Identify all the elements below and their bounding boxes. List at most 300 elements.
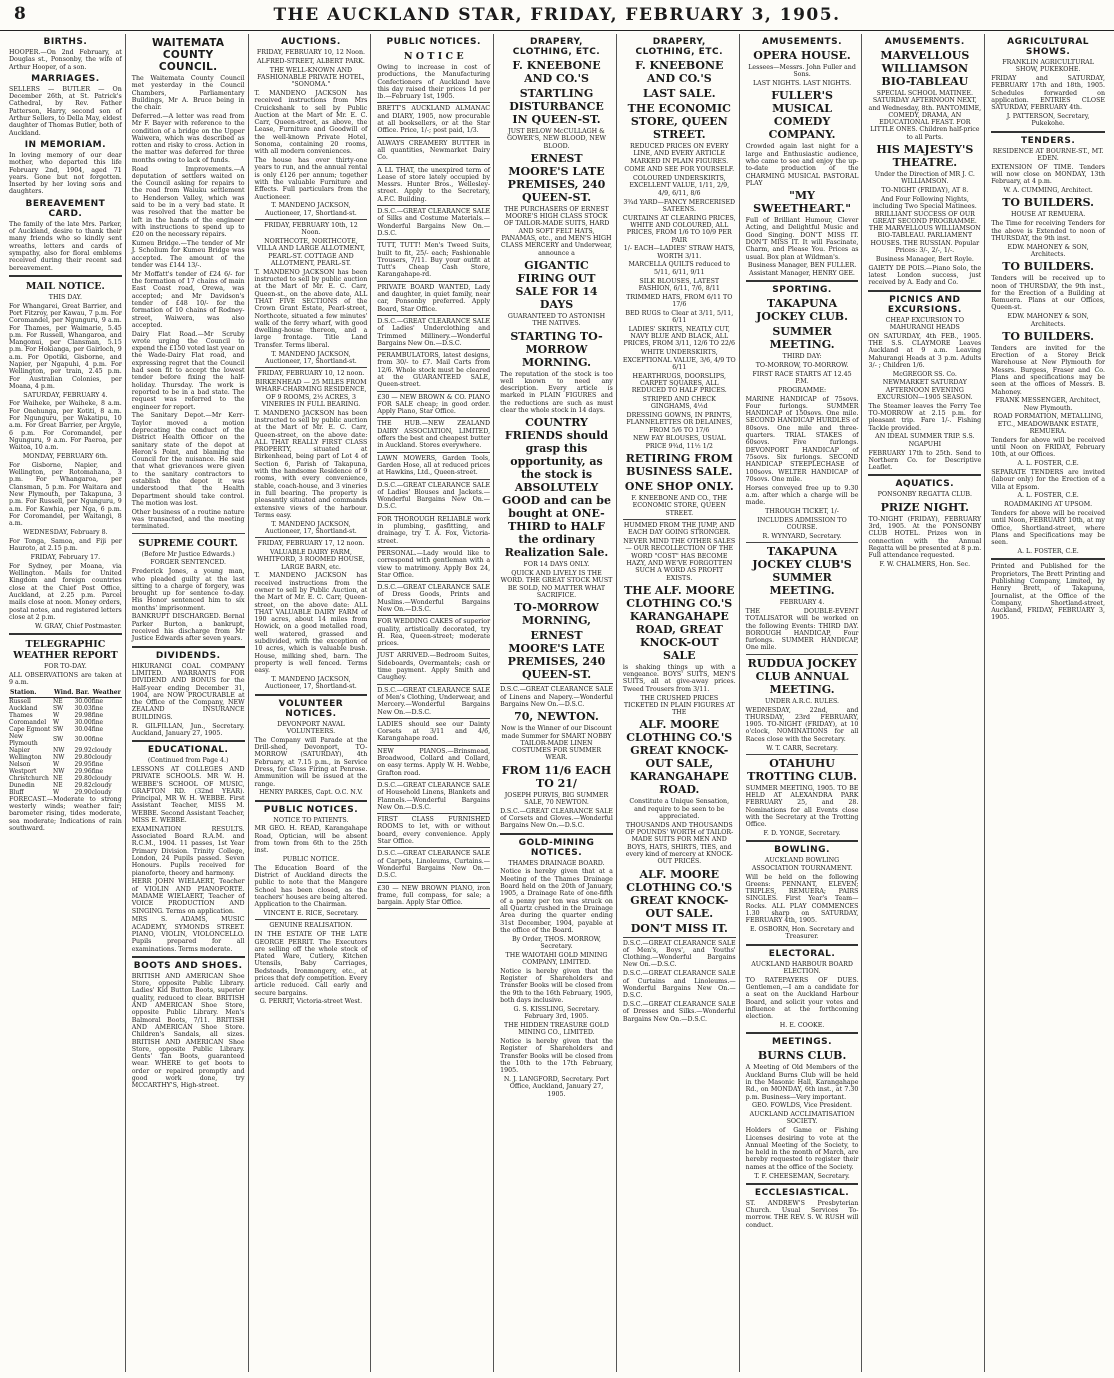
column-9 [988,34,1108,1372]
mail-subheading: WEDNESDAY, February 8. [23,529,108,537]
masthead [0,0,1114,31]
advert-text: MARINE HANDICAP of 75sovs. Four furlongs. SUMMER HANDICAP of 150sovs. One mile. SECOND HANDICAP HURDLES of 80sovs. One mile and three-quarters. TRIAL STAKES of 60sovs. Five furlongs. DEVONPORT HANDICAP of 75sovs. Six furlongs. SECOND HANDICAP STEEPLECHASE of 100sovs. WELTER HANDICAP of 70sovs. One mile. [745,395,859,483]
page-number: 8 [14,4,26,24]
advert-text: UNDER A.R.C. RULES. [765,697,840,705]
aquatics-heading: AQUATICS. [895,479,955,490]
classified-item: LADIES should see our Dainty Corsets at 3/11 and 4/6, Karangahape road. [377,720,491,743]
divider [868,474,981,476]
mail-subheading: SATURDAY, FEBRUARY 4. [23,391,108,399]
notice-signature: E. OSBORN, Hon. Secretary and Treasurer. [749,926,855,941]
advert-text: The reputation of the stock is too well known to need any description. Every article is marked in PLAIN FIGURES and the reductions are such as must clear the whole stock in 14 days. [500,370,613,415]
advert-text: Business Manager, Bert Royle. [875,255,974,263]
notice-signature: EDW. MAHONEY & SON, Architects. [1007,313,1089,328]
notice-title: ROADMAKING AT UPSOM. [1004,501,1093,509]
table-cell: Bluff [9,788,24,796]
table-cell: SW [52,736,64,744]
divider [746,944,859,946]
notice-text: Notice is hereby given that the Register of Shareholders and Transfer Books will be closed from the 9th to the 16th February, 1905, both days inclusive. [500,967,613,1005]
auction-title: THE WELL-KNOWN AND FASHIONABLE PRIVATE HOTEL, "SONOMA." [257,66,365,89]
divider [746,1183,859,1185]
advert-headline: TO BUILDERS. [1002,260,1095,274]
table-cell: Russell [9,697,31,705]
notice-text: The Steamer leaves the Ferry Tee TO-MORROW at 2.15 p.m. for pleasant trip. Fare 1/-. Fishing Tackle provided. [868,402,982,432]
court-text: BANKRUPT DISCHARGED. Bernal Parker Burton, a bankrupt, received his discharge from Mr Justice Edwards after seven years. [131,613,245,643]
advert-text: THOUSANDS AND THOUSANDS OF POUNDS' WORTH of TAILOR-MADE SUITS FOR MEN AND BOYS, HATS, SHIRTS, TIES, and every kind of mercery at KNOCK-OUT PRICES. [625,821,734,866]
notice-signature: By Order, THOS. MORROW, Secretary. [511,935,601,950]
table-cell: Dunedin [9,781,35,789]
classified-item: THE HUB.—NEW ZEALAND DAIRY ASSOCIATION, LIMITED, offers the best and cheapest butter in Auckland. Stores everywhere. [377,420,491,450]
divider [377,479,490,480]
dividends-heading: DIVIDENDS. [155,650,221,661]
table-cell: SW [52,725,64,733]
divider [377,391,490,392]
classified-item: TUTT, TUTT! Men's Tweed Suits, built to fit, 25/- each; Fashionable Trousers, 7/11. Buy your outfit at Tutt's Cheap Cash Store, Karangahape-rd. [377,242,491,279]
bereavement-heading: BEREAVEMENT CARD. [25,198,106,219]
column-8 [865,34,985,1372]
advert-text: FOR 14 DAYS ONLY. [523,561,590,569]
weather-table-body [9,697,122,796]
table-cell: cloudy [91,781,112,789]
table-cell: 30.00 [74,718,92,726]
advert-text: REDUCED PRICES ON EVERY LINE, AND EVERY ARTICLE MARKED IN PLAIN FIGURES. [630,143,729,165]
volunteer-signature: HENRY PARKES, Capt. O.C. N.V. [259,789,363,797]
table-cell: 29.80 [74,753,92,761]
advert-headline: ALF. MOORE CLOTHING CO.'S GREAT KNOCK-OUT SALE, KARANGAHAPE ROAD. [626,718,733,797]
divider [377,615,490,616]
classified-item: D.S.C.—GREAT CLEARANCE SALE of Men's, Boys', and Youths' Clothing.—Wonderful Bargains New On.—D.S.C. [622,939,736,969]
advert-headline: F. KNEEBONE AND CO.'S [512,59,601,85]
table-cell: 29.95 [74,760,92,768]
classified-item: FOR WEDDING CAKES of superior quality, artistically decorated, try H. Rea, Queen-street; moderate prices. [377,618,491,648]
divider [132,740,245,742]
classified-item: FOR THOROUGH RELIABLE work in plumbing, gasfitting, and drainage, try T. A. Fox, Victoria-street. [377,515,491,545]
table-cell: 29.98 [74,711,92,719]
mail-text: For Tonga, Samoa, and Fiji per Hauroto, at 2.15 p.m. [9,537,122,553]
divider [9,633,122,635]
divider [377,349,490,350]
council-text: Other business of a routine nature was transacted, and the meeting terminated. [131,508,245,531]
advert-headline: THE ALF. MOORE CLOTHING CO.'S KARANGAHAPE ROAD, GREAT KNOCK-OUT SALE [624,583,735,662]
table-cell: NW [52,753,65,761]
divider [500,683,613,684]
divider [377,745,490,746]
advert-text: QUICK AND LIVELY IS THE WORD. THE GREAT STOCK MUST BE SOLD, NO MATTER WHAT SACRIFICE. [500,570,613,600]
educational-text: EXAMINATION RESULTS. Associated Board R.A.M. and R.C.M., 1904. 11 passes, 1st Year Primary Division. Trinity College, London, 24 Pupils passed. Seven Honours. Pupils received for pianoforte, theory and harmony. [131,825,245,877]
advert-headline: RETIRING FROM BUSINESS SALE. [625,452,733,479]
notice-title: AUCKLAND BOWLING ASSOCIATION TOURNAMENT. [751,857,853,872]
advert-headline: SUMMER MEETING. [769,325,835,352]
advert-text: STRIPED AND CHECK GINGHAMS, 4½d [642,396,716,411]
auction-date: FRIDAY, FEBRUARY 17, 12 noon. [257,540,365,548]
notice-text: IN THE ESTATE OF THE LATE GEORGE PERRIT. The Executors are selling off the whole stock of Plated Ware, Cutlery, Kitchen Utensils, Baby Carriages, Bedsteads, Ironmongery, etc., at prices that defy competition. Every article reduced. Call early and secure bargains. [254,931,368,997]
table-cell: NW [52,746,65,754]
divider [377,847,490,848]
notice-signature: G. PERRIT, Victoria-street West. [259,998,363,1006]
divider [377,882,490,883]
divider [623,519,736,520]
council-text: Deferred.—A letter was read from Mr F. Bayer with reference to the condition of a bridge on the Upper Waiwera, which was described as rotten and risky to cross. Action in the matter was deferred for three months owing to lack of funds. [131,112,245,164]
table-cell: fine [91,767,104,775]
court-subheading: FORGER SENTENCED. [150,559,226,567]
column-5 [497,34,617,1372]
table-cell: fine [91,760,104,768]
tenders-heading: TENDERS. [1020,135,1076,146]
mail-subheading: MONDAY, FEBRUARY 6th. [22,453,108,461]
advert-text: LAST NIGHTS. LAST NIGHTS. [752,80,852,88]
memoriam-text: In loving memory of our dear mother, who departed this life February 2nd, 1904, aged 71 years. Gone but not forgotten. Inserted by her loving sons and daughters. [9,151,122,196]
advert-headline: FROM 11/6 EACH TO 21/ [501,763,612,790]
divider [500,833,613,835]
divider [746,1032,859,1034]
table-row [9,712,122,719]
advert-text: FIRST RACE STARTS AT 12.45 P.M. [752,370,852,385]
classified-item: £30 — NEW BROWN PIANO, iron frame, full compass, for sale; a bargain. Apply Star Office. [377,884,491,907]
advert-text: NEVER MIND THE OTHER SALES — OUR RECOLLECTION OF THE WORD "COST" HAS BECOME HAZY, AND WE'VE FORGOTTEN SUCH A WORD AS PROFIT EXISTS. [623,538,736,582]
boots-text: BRITISH AND AMERICAN Shoe Store, opposite Public Library. Ladies' Kid Button Boots, superior quality, reduced to clear. BRITISH AND AMERICAN Shoe Store, opposite Public Library. Men's Balmoral Boots, 7/11. BRITISH AND AMERICAN Shoe Store. Children's Sandals, all sizes. BRITISH AND AMERICAN Shoe Store, opposite Public Library. Gents' Tan Boots, guaranteed wear. WHERE to get boots to order or repaired promptly and good work done, try MCCARTHY'S, High-street. [131,972,245,1090]
advert-text: Crowded again last night for a large and Enthusiastic audience, who came to see and enjoy the up-to-date production of the CHARMING MUSICAL PASTORAL PLAY [745,143,859,187]
notice-title: PUBLIC NOTICE. [282,856,340,864]
table-cell: cloudy [91,746,112,754]
table-cell: 29.96 [74,767,92,775]
agricultural-heading: AGRICULTURAL SHOWS. [1007,37,1090,57]
table-row [9,775,122,782]
notice-text: ST. ANDREW'S Presbyterian Church. Usual Services To-morrow. THE REV. S. W. RUSH will conduct. [745,1199,859,1229]
weather-table-header [9,688,122,698]
council-text: Kumeu Bridge.—The tender of Mr J. Scholium for Kumeu Bridge was accepted. The amount of the tender was £144 13/-. [131,240,245,269]
advert-text: WHITE UNDERSKIRTS, EXCEPTIONAL VALUE, 3/6, 4/9 TO 6/11 [622,349,736,371]
notice-signature: G. S. KISSLING, Secretary. February 3rd, 1905. [513,1005,600,1021]
boots-heading: BOOTS AND SHOES. [133,960,243,971]
table-cell: SW [52,704,64,712]
advert-headline: COUNTRY FRIENDS should grasp this opportunity, as the stock is ABSOLUTELY GOOD and can be bought at ONE-THIRD to HALF the ordinary Realization Sale. [502,416,611,560]
divider [746,754,859,755]
classified-item: NEW PIANOS.—Brinsmead, Broadwood, Collard and Collard, on easy terms. Apply W. H. Webbe, Grafton road. [377,747,491,777]
memoriam-heading: IN MEMORIAM. [24,139,107,150]
notice-signature: N. J. LANGFORD, Secretary. Port Office, Auckland, January 27, 1905. [503,1076,610,1098]
table-cell: 30.04 [74,725,92,733]
table-row [9,789,122,796]
table-cell: fine [91,725,104,733]
weather-heading: TELEGRAPHIC WEATHER REPORT [13,638,118,661]
table-row [9,726,122,733]
weather-note: ALL OBSERVATIONS are taken at 9 a.m. [9,671,122,686]
table-cell: 30.00 [74,736,92,744]
notice-signature: McGREGOR SS. Co. [892,370,957,378]
auction-place: ALFRED-STREET, ALBERT PARK. [256,57,365,65]
court-subheading: (Before Mr Justice Edwards.) [141,550,235,558]
advert-headline: TO BUILDERS. [1002,196,1095,210]
advert-text: THE PURCHASERS OF ERNEST MOORE'S HIGH CLASS STOCK OF TAILOR-MADE SUITS, HARD AND SOFT FELT HATS, PANAMAS, etc., and MEN'S HIGH CLASS MERCERY and Underwear, announce a [500,205,613,257]
notice-text: ON SATURDAY, 4th FEB., 1905. THE S.S. CLAYMORE Leaves Auckland at 9 a.m. Leaving Mahurangi Heads at 3 p.m. Adults 3/- ; Children 1/6. [868,332,982,369]
table-cell: Wellington [9,753,42,761]
notice-text: FRIDAY and SATURDAY, FEBRUARY 17th and 18th, 1905. Schedules forwarded on application. ENTRIES CLOSE SATURDAY, FEBRUARY 4th. [991,75,1105,112]
notice-signature: FRANK MESSENGER, Architect, New Plymouth. [995,397,1101,412]
divider [623,937,736,938]
mail-text: For Whangarei, Great Barrier, and Port Fitzroy, per Kawau, 7 p.m. For Coromandel, per Ngunguru, 9 a.m. For Thames, per Waimarie, 5.45 p.m. For Russell, Whangaroa, and Mangonui, per Clansman, 5.15 p.m. For Hokianga, per Gairloch, 9 a.m. For Opotiki, Gisborne, and Napier, per Ngapuhi, 4 p.m. For Wellington, per train, 2.45 p.m. For Australian Colonies, per Moana, 4 p.m. [9,302,122,390]
notice-text: Holders of Game or Fishing Licenses desiring to vote at the Annual Meeting of the Society, to be held in the month of March, are hereby requested to register their names at the office of the Society. [745,1127,859,1171]
notice-title: GENUINE REALISATION. [269,922,353,930]
advert-text: R. WYNYARD, Secretary. [762,532,842,540]
advert-text: GUARANTEED TO ASTONISH THE NATIVES. [507,312,606,328]
divider [132,646,245,648]
advert-headline: F. KNEEBONE AND CO.'S [635,59,724,85]
advert-text: SUMMER MEETING, 1905. TO BE HELD AT ALEXANDRA PARK FEBRUARY 25, and 28. Nominations for all Events close with the Secretary at the Trotting Office. [745,784,859,829]
notice-text: FEBRUARY 17th to 25th. Send to Northern Co. for Descriptive Leaflet. [868,449,982,472]
notice-title: N O T I C E [403,51,464,62]
notice-text: Will be held on the following Greens: PENNANT, ELEVEN; TRIPLES, REMUERA; PAIRS SINGLES. First Year's Team—Rocks. ALL PLAY COMMENCES 1.30 sharp on SATURDAY, FEBRUARY 4th, 1905. [745,873,859,925]
marriages-text: SELLERS — BUTLER — On December 26th, at St. Patrick's Cathedral, by Rev. Father Patterson, Harry, second son of Arthur Sellers, to Della May, eldest daughter of Thomas Butler, both of Auckland. [9,85,122,137]
classified-item: D.S.C.—GREAT CLEARANCE SALE of Dress Goods, Prints and Muslins.—Wonderful Bargains New On.—D.S.C. [377,584,491,613]
advert-text: CURTAINS AT CLEARING PRICES, WHITE AND COLOURED, ALL PRICES, FROM 1/6 TO 10/9 PER PAIR [622,214,736,244]
auction-text: The house has over thirty-one years to run, and the annual rental is only £126 per annum; together with the valuable Furniture and Effects. Full particulars from the Auctioneer. [254,157,368,201]
mail-subheading: FRIDAY, February 17. [30,553,101,561]
table-row [9,782,122,789]
table-cell: Auckland [9,704,38,712]
notice-text: Notice is hereby given that at a Meeting of the Thames Drainage Board held on the 20th of January, 1905, a Drainage Rate of one-fifth of a penny per ton was struck on all Quartz crushed in the Drainage Area during the quarter ending 31st December, 1904, payable at the office of the Board. [500,868,613,934]
educational-subheading: (Continued from Page 4.) [147,757,229,765]
advert-text: JOSEPH PURVIS, BIG SUMMER SALE, 70 NEWTON. [504,791,609,806]
table-row [9,697,122,705]
table-row [9,747,122,754]
table-cell: Nelson [9,760,31,768]
column-1 [6,34,126,1372]
table-cell: Christchurch [9,774,49,782]
newspaper-title: THE AUCKLAND STAR, FRIDAY, FEBRUARY 3, 1905. [273,5,841,25]
advert-headline: "MY SWEETHEART." [753,189,851,216]
table-cell: Coromandel [9,718,47,726]
advert-headline: TAKAPUNA JOCKEY CLUB. [756,297,848,324]
weather-subheading: FOR TO-DAY. [44,662,87,670]
mail-text: For Gisborne, Napier, and Wellington, per Rotomahana, 3 p.m. For Whangaroa, per Clansman, 5 p.m. For Waitara and New Plymouth, per Takapuna, 3 p.m. For Russell, per Ngunguru, 9 a.m. For Kawhia, per Nga, 6 p.m. For Coromandel, per Waitangi, 8 a.m. [9,461,122,528]
notice-text: Tenders for above will be received until Noon on FRIDAY, February 10th, at our Offices. [991,436,1105,459]
table-cell: fine [91,736,104,744]
table-cell: Cape Egmont [9,725,51,733]
advert-headline: ERNEST MOORE'S LATE PREMISES, 240 QUEEN-ST. [507,629,606,682]
auction-signature: T. MANDENO JACKSON, Auctioneer, 17, Shortland-st. [265,676,357,691]
classified-item: D.S.C.—GREAT CLEARANCE SALE of Linens and Napery.—Wonderful Bargains New On.—D.S.C. [500,686,613,708]
notice-title: AUCKLAND ACCLIMATISATION SOCIETY. [749,1111,855,1126]
table-cell: cloudy [91,788,112,796]
weather-column-header: Weather [92,688,121,696]
divider [746,280,859,282]
divider [377,205,490,206]
notice-text: Notice is hereby given that the Register of Shareholders and Transfer Books will be closed from the 10th to the 17th February, 1905. [500,1038,613,1075]
notice-title: THAMES DRAINAGE BOARD. [508,859,605,867]
table-cell: W [52,788,60,796]
notice-title: NOTICE TO PATIENTS. [273,816,349,824]
divider [377,684,490,685]
notice-title: THE HIDDEN TREASURE GOLD MINING CO., LIMITED. [504,1021,609,1037]
advert-text: Horses conveyed free up to 9.30 a.m. after which a charge will be made. [745,484,859,507]
auction-signature: T. MANDENO JACKSON, Auctioneer, 17, Shortland-st. [265,202,357,217]
classified-item: FIRST CLASS FURNISHED ROOMS to let, with or without board, every convenience. Apply Star Office. [377,816,491,846]
advert-headline: BURNS CLUB. [757,1049,847,1063]
table-row [9,768,122,775]
notice-title: AUCKLAND HARBOUR BOARD ELECTION. [751,960,853,975]
notice-text: A Meeting of Old Members of the Auckland Burns Club will be held in the Masonic Hall, Karangahape Rd., on MONDAY, 6th inst., at 7.30 p.m. Business—Very important. [745,1064,859,1101]
divider [377,718,490,719]
advert-headline: TAKAPUNA JOCKEY CLUB'S SUMMER MEETING. [752,545,852,598]
advert-text: INCLUDES ADMISSION TO COURSE. [757,516,847,532]
divider [746,654,859,655]
advert-text: And Four Following Nights, including Two Special Matinees. BRILLIANT SUCCESS OF OUR GREAT SECOND PROGRAMME. THE MARVELLOUS WILLIAMSON BIO-TABLEAU. PARLIAMENT HOUSES. THE RUSSIAN. Popular Prices: 3/-, 2/-, 1/-. [868,195,981,255]
auctions-heading: AUCTIONS. [281,37,341,47]
advert-headline: LAST SALE. [642,87,716,100]
advert-headline: STARTLING DISTURBANCE IN QUEEN-ST. [509,87,604,126]
weather-column-header: Wind. [53,688,74,696]
notice-signature: W. A. CUMMING, Architect. [1003,187,1093,195]
divider [377,315,490,316]
notice-title: FRANKLIN AGRICULTURAL SHOW, PUKEKOHE. [1002,59,1094,74]
advert-text: DRESSING GOWNS, IN PRINTS, FLANNELETTES OR DELAINES, FROM 5/6 TO 17/6 [626,412,733,434]
table-cell: 29.90 [74,788,92,796]
advert-text: F. D. YONGE, Secretary. [763,830,841,838]
divider [377,102,490,103]
drapery-heading: DRAPERY, CLOTHING, ETC. [635,37,723,57]
divider [377,164,490,165]
notice-title: PONSONBY REGATTA CLUB. [877,491,973,499]
notice-title: CHEAP EXCURSION TO MAHURANGI HEADS [885,316,965,331]
notice-signature: EDW. MAHONEY & SON, Architects. [1007,243,1089,258]
table-cell: cloudy [91,753,112,761]
column-7 [743,34,863,1372]
table-cell: 29.92 [74,746,92,754]
table-cell: 30.03 [74,704,92,712]
classified-item: D.S.C.—GREAT CLEARANCE SALE of Carpets, Linoleums, Curtains.—Wonderful Bargains New On.—D.S.C. [377,850,491,880]
advert-text: TO-NIGHT (FRIDAY), AT 8. [881,187,969,195]
advert-headline: MARVELLOUS WILLIAMSON BIO-TABLEAU [880,49,970,88]
classified-item: D.S.C.—GREAT CLEARANCE SALE of Men's Clothing, Underwear, and Mercery.—Wonderful Bargains New On.—D.S.C. [377,686,491,716]
dividends-signature: R. GILFILLAN, Jun., Secretary. Auckland, January 27, 1905. [131,722,245,737]
mail-text: For Waiheke, per Waiheke, 8 a.m. For Onehunga, per Kotiti, 8 a.m. For Ngunguru, per Wakatipu, 10 a.m. For Great Barrier, per Argyle, 6 p.m. For Coromandel, per Ngunguru, 9 a.m. For Paeroa, per Waitoa, 10 a.m. [9,400,122,452]
advert-text: COLOURED UNDERSKIRTS, EXCELLENT VALUE, 1/11, 2/9, 4/9, 6/11, 8/6 [629,175,730,197]
divider [377,813,490,814]
advert-headline: ALF. MOORE CLOTHING CO.'S GREAT KNOCK-OUT SALE. [626,867,733,920]
gold-mining-heading: GOLD-MINING NOTICES. [518,837,595,858]
advert-text: FEBRUARY 4. [779,599,825,607]
advert-text: THE CRUSHED PRICES TICKETED IN PLAIN FIGURES AT THE [623,694,735,717]
advert-text: Lessees—Messrs. John Fuller and Sons. [748,64,856,79]
electoral-heading: ELECTORAL. [768,948,836,959]
divider [255,919,368,920]
births-text: HOOPER.—On 2nd February, at Douglas st., Ponsonby, the wife of Arthur Hooper, of a son. [9,49,122,71]
column-4 [374,34,494,1372]
divider [255,537,368,538]
divider [377,649,490,650]
table-cell: New Plymouth [9,732,38,747]
advert-text: GAIETY DE POIS.—Piano Solo, the latest London success, just received by A. Eady and Co. [868,264,982,287]
advert-headline: TO BUILDERS. [1002,329,1095,343]
notice-title: NEWMARKET SATURDAY AFTERNOON EVENING EXCURSION—1905 SEASON. [876,379,973,401]
notice-signature: H. E. COOKE. [779,1022,825,1030]
divider [377,513,490,514]
volunteer-title: DEVONPORT NAVAL VOLUNTEERS. [277,720,345,735]
column-3 [252,34,372,1372]
advert-headline: RUDDUA JOCKEY CLUB ANNUAL MEETING. [747,656,857,696]
advert-text: 3¾d YARD—FANCY MERCERISED SATEENS. [623,198,736,213]
auction-date: FRIDAY, FEBRUARY 10, 12 Noon. [256,49,366,56]
page-columns [6,34,1108,1372]
classified-list [377,105,490,909]
table-cell: W [52,760,60,768]
council-text: Mr Moffatt's tender of £24 6/- for the formation of 17 chains of main East Coast road, Orewa, was accepted; and Mr Davidson's tender of £48 10/- for the formation of 10 chains of Rodney-street, Waiwera, was also accepted. [131,270,245,329]
table-cell: NW [52,767,65,775]
notice-text: The Time for receiving Tenders for the above is Extended to noon of THURSDAY, the 9th inst. [991,220,1105,242]
weather-forecast: FORECAST.—Moderate to strong westerly winds; weather fair; barometer rising, tides moderate, sea moderate; Indications of rain southward. [9,795,122,832]
marriages-heading: MARRIAGES. [31,73,100,84]
divider [991,558,1105,560]
divider [377,417,490,418]
table-cell: 30.00 [74,697,92,705]
advert-text: NEW FAY BLOUSES, USUAL PRICE 9¾d, 11½ 1/2 [632,435,726,450]
advert-text: LADIES' SKIRTS, NEATLY CUT, NAVY BLUE AND BLACK, ALL PRICES, FROM 3/11, 12/6 TO 22/6 [623,325,735,348]
advert-text: SILK BLOUSES, LATEST FASHION, 6/11, 7/6, 8/11 [638,277,720,292]
mail-text: For Sydney, per Moana, via Wellington. Mails for United Kingdom and foreign countries close at the Chief Post Office, Auckland, at 2.25 p.m. Parcel mails close at noon. Money orders, postal notes, and registered letters close at 2 p.m. [9,562,122,621]
auction-date: FRIDAY, FEBRUARY 10, 12 noon. [257,370,365,378]
table-row [9,733,122,747]
advert-text: is shaking things up with a vengeance. BOYS' SUITS, MEN'S SUITS, all at give-away prices. Tweed Trousers from 3/11. [622,663,736,693]
table-cell: NE [52,781,63,789]
council-heading: WAITEMATA COUNTY COUNCIL. [151,37,225,73]
notice-text: Tenders will be received up to noon of THURSDAY, the 9th inst., for the Erection of a Building at Remuera. Plans at our Offices, Queen-st. [991,275,1105,312]
divider [746,542,859,543]
advert-headline: PRIZE NIGHT. [880,500,970,514]
picnics-heading: PICNICS AND EXCURSIONS. [887,294,962,315]
column-6 [620,34,740,1372]
auction-text: T. MANDENO JACKSON has been instructed to sell by public auction at the Mart of Mr. E. C. Carr, Queen-street, on the above date: ALL THAT REALLY FIRST CLASS PROPERTY, situated at Birkenhead, being part of Lot 4 of Section 6, Parish of Takapuna, with the handsome Residence of 9 rooms, with every convenience, stable, coach-house, and 3 vineries in full bearing. The property is pleasantly situated and commands extensive views of the harbour. Terms easy. [254,409,368,519]
volunteer-heading: VOLUNTEER NOTICES. [278,698,344,719]
births-heading: BIRTHS. [43,37,88,47]
advert-text: SPECIAL SCHOOL MATINEE. SATURDAY AFTERNOON NEXT, and Wednesday, 8th. PANTOMIME, COMEDY, DRAMA, AN EDUCATIONAL FEAST. FOR LITTLE ONES. Children half-price to all Parts. [868,90,982,141]
amusements-heading: AMUSEMENTS. [762,37,843,47]
advert-headline: FULLER'S MUSICAL COMEDY COMPANY. [768,89,836,142]
mail-signature: W. GRAY, Chief Postmaster. [34,622,122,630]
council-text: Dairy Flat Road.—Mr Scruby wrote urging the Council to expend the £150 voted last year on the Wade-Dairy Flat road, and expressing regret that the Council had seen fit to accept the lowest tender before fixing the half-holiday. Thursday. The work is reported to be in a bad state. The request was referred to the engineer for report. [131,330,245,411]
notice-title: RESIDENCE AT BOURNE-ST., MT. EDEN. [992,147,1104,162]
public-notices-heading: PUBLIC NOTICES. [386,37,481,47]
advert-headline: OPERA HOUSE. [753,49,851,62]
educational-text: LESSONS AT COLLEGES AND PRIVATE SCHOOLS. MR W. H. WEBBE'S SCHOOL OF MUSIC, GRAFTON RD. (32nd YEAR). Principal, MR W. H. WEBBE. First Assistant Teacher, MISS M. WEBBE. Second Assistant Teacher, MISS E. WEBBE. [131,765,245,825]
table-cell: W [52,711,60,719]
table-cell: fine [91,711,104,719]
advert-text: TRIMMED HATS, FROM 6/11 TO 17/6 [626,293,733,308]
classified-item: PERSONAL.—Lady would like to correspond with gentleman with a view to matrimony. Apply Box 24, Star Office. [377,549,491,579]
advert-text: HUMMED FROM THE JUMP, AND EACH DAY GOING STRONGER. [623,521,735,537]
auction-title: BIRKENHEAD — 25 MILES FROM WHARF-CHARMING RESIDENCE, OF 9 ROOMS, 2½ ACRES, 3 VINERIES IN FULL BEARING. [255,378,367,408]
council-text: The Sanitary Depot.—Mr Kerr-Taylor moved a motion deprecating the conduct of the District Health Officer on the sanitary state of the depot at Heron's Point, and blaming the Council for the nuisance. He said that what grievances were given to the sanitary contractors to establish the depot it was understood that the Health Department should take control. The motion was lost. [131,412,245,507]
notice-signature: J. PATTERSON, Secretary, Pukekohe. [1006,113,1090,128]
notice-text: Owing to increase in cost of productions, the Manufacturing Confectioners of Auckland have this day raised their prices 1d per lb.—February 1st, 1905. [377,64,491,101]
advert-text: THROUGH TICKET, 1/- [765,507,839,515]
advert-headline: OTAHUHU TROTTING CLUB. [747,756,857,783]
advert-text: COME AND SEE FOR YOURSELF. [624,166,735,174]
advert-headline: ONE SHOP ONLY. [624,480,734,494]
divider [377,137,490,138]
public-notices-heading: PUBLIC NOTICES. [263,804,359,815]
advert-text: Under the Direction of MR J. C. WILLIAMSON. [874,171,975,186]
sporting-heading: SPORTING. [772,285,832,296]
advert-headline: GIGANTIC FIRING OUT SALE FOR 14 DAYS [515,258,598,311]
auction-text: T. MANDENO JACKSON has received instructions from the owner to sell by Public Auction, at the Mart of Mr. E. C. Carr, Queen-street, on the above date: ALL THAT VALUABLE DAIRY FARM of 190 acres, about 14 miles from Howick, on a good metalled road, well watered, grassed and subdivided, with the exception of 10 acres, which is valuable bush. House, milking shed, barn. The property is well fenced. Terms easy. [254,572,368,675]
auction-text: T. MANDENO JACKSON has received instructions from Mrs Cruickshank to sell by Public Auction at the Mart of Mr. E. C. Carr, Queen-street, as above, the Lease, Furniture and Goodwill of the well-known Private Hotel, Sonoma, containing 20 rooms, with all modern conveniences. [254,89,368,156]
weather-column-header: Bar. [75,688,92,698]
auction-signature: T. MANDENO JACKSON, Auctioneer, 17, Shortland-st. [265,350,357,365]
advert-headline: THE ECONOMIC STORE, QUEEN STREET. [627,102,731,141]
classified-item: D.S.C.—GREAT CLEARANCE SALE of Ladies' Underclothing and Trimmed Millinery.—Wonderful Bargains New On.—D.S.C. [377,317,491,347]
advert-text: W. T. CARR, Secretary. [766,744,838,752]
bowling-heading: BOWLING. [774,845,830,856]
notice-text: Tenders for above will be received until Noon, FEBRUARY 10th, at my Office, Shortland-street, where Plans and Specifications may be seen. [991,510,1105,547]
